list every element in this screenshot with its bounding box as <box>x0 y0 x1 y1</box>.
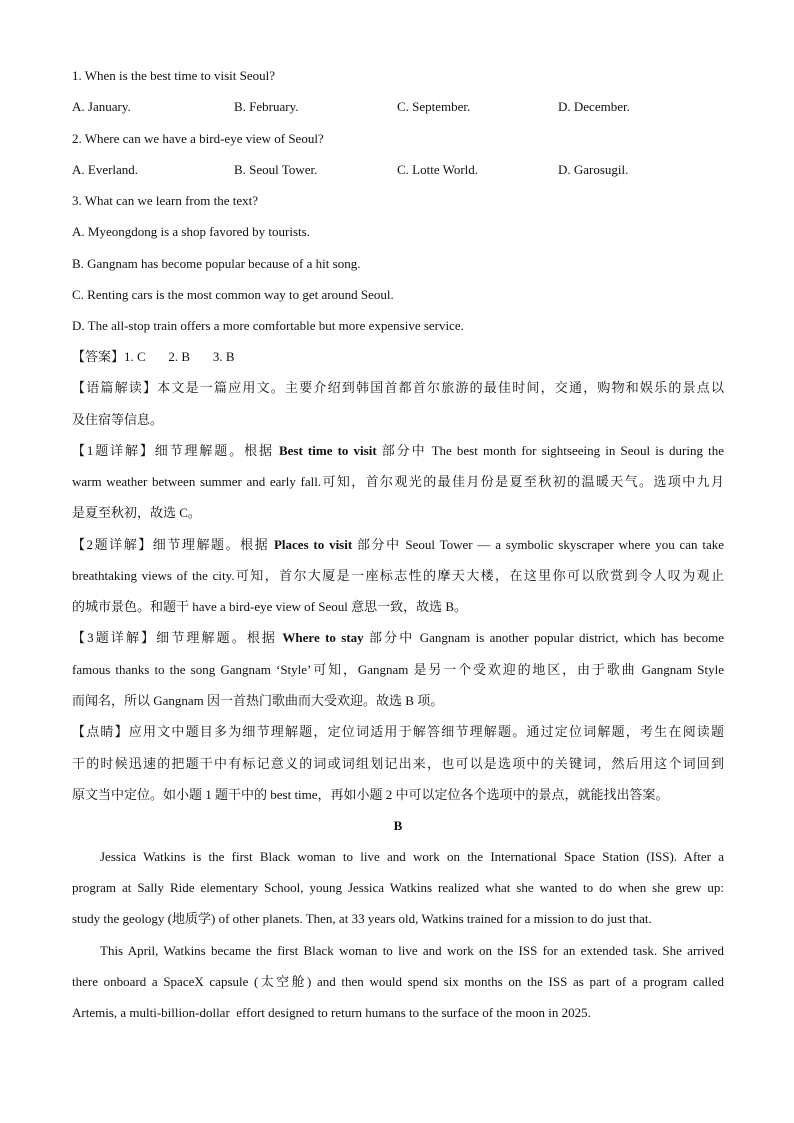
q1-option-a: A. January. <box>72 99 131 114</box>
detail-1-line-3: 是夏至秋初，故选 C。 <box>72 505 201 520</box>
question-2-stem: 2. Where can we have a bird-eye view of Seoul? <box>72 131 324 146</box>
q3-option-b: B. Gangnam has become popular because of a hit song. <box>72 256 361 271</box>
section-b-p1-line-3: study the geology (地质学) of other planets. Then, at 33 years old, Watkins trained for a mission to do just that. <box>72 911 652 926</box>
tip-line-3: 原文当中定位。如小题 1 题干中的 best time，再如小题 2 中可以定位各个选项中的景点，就能找出答案。 <box>72 787 669 802</box>
q3-option-c: C. Renting cars is the most common way to get around Seoul. <box>72 287 394 302</box>
detail-2-keyword: Places to visit <box>273 537 353 552</box>
answer-line: 【答案】1. C 2. B 3. B <box>72 349 235 364</box>
q2-option-d: D. Garosugil. <box>558 162 629 177</box>
tip-line-2: 干的时候迅速的把题干中有标记意义的词或词组划记出来，也可以是选项中的关键词，然后用这个词回到 <box>72 756 724 771</box>
q1-option-d: D. December. <box>558 99 630 114</box>
question-1-stem: 1. When is the best time to visit Seoul? <box>72 68 276 83</box>
detail-1-quote: 部分中 The best month for sightseeing in Seoul is during the <box>376 443 724 458</box>
q2-option-c: C. Lotte World. <box>397 162 479 177</box>
detail-3-line-2: famous thanks to the song Gangnam ‘Style’可知，Gangnam 是另一个受欢迎的地区，由于歌曲 Gangnam Style <box>72 662 724 677</box>
q2-option-a: A. Everland. <box>72 162 139 177</box>
detail-1-prefix: 【1题详解】细节理解题。根据 <box>72 443 279 458</box>
detail-2-prefix: 【2题详解】细节理解题。根据 <box>72 537 274 552</box>
q1-option-b: B. February. <box>234 99 299 114</box>
detail-2-line-2: breathtaking views of the city.可知，首尔大厦是一座标志性的摩天大楼，在这里你可以欣赏到令人叹为观止 <box>72 568 724 583</box>
section-b-p1-line-1: Jessica Watkins is the first Black woman to live and work on the International Space Station (ISS). After a <box>100 849 724 864</box>
detail-3-quote: 部分中 Gangnam is another popular district, which has become <box>363 630 724 645</box>
detail-2-quote: 部分中 Seoul Tower — a symbolic skyscraper where you can take <box>352 537 724 552</box>
detail-3-prefix: 【3题详解】细节理解题。根据 <box>72 630 283 645</box>
detail-1-line-2: warm weather between summer and early fall.可知，首尔观光的最佳月份是夏至秋初的温暖天气。选项中九月 <box>72 474 724 489</box>
q2-option-b: B. Seoul Tower. <box>234 162 318 177</box>
q1-option-c: C. September. <box>397 99 471 114</box>
detail-1-line-1 <box>72 442 724 460</box>
detail-3-line-3: 而闻名，所以 Gangnam 因一首热门歌曲而大受欢迎。故选 B 项。 <box>72 693 444 708</box>
tip-line-1: 【点睛】应用文中题目多为细节理解题，定位词适用于解答细节理解题。通过定位词解题，考生在阅读题 <box>72 724 724 739</box>
q3-option-d: D. The all-stop train offers a more comfortable but more expensive service. <box>72 318 464 333</box>
detail-3-keyword: Where to stay <box>282 630 364 645</box>
section-b-p1-line-2: program at Sally Ride elementary School, young Jessica Watkins realized what she wanted to do when she grew up: <box>72 880 724 895</box>
detail-2-line-3: 的城市景色。和题干 have a bird-eye view of Seoul 意思一致，故选 B。 <box>72 599 468 614</box>
q3-option-a: A. Myeongdong is a shop favored by tourists. <box>72 224 310 239</box>
section-b-heading: B <box>393 818 403 833</box>
passage-summary-line-1: 【语篇解读】本文是一篇应用文。主要介绍到韩国首都首尔旅游的最佳时间，交通，购物和娱乐的景点以 <box>72 380 724 395</box>
detail-1-keyword: Best time to visit <box>278 443 377 458</box>
section-b-p2-line-1: This April, Watkins became the first Black woman to live and work on the ISS for an extended task. She arrived <box>100 943 724 958</box>
detail-2-line-1 <box>72 536 724 554</box>
passage-summary-line-2: 及住宿等信息。 <box>72 412 164 427</box>
section-b-p2-line-3: Artemis, a multi-billion-dollar effort designed to return humans to the surface of the moon in 2025. <box>72 1005 591 1020</box>
detail-3-line-1 <box>72 629 724 647</box>
section-b-p2-line-2: there onboard a SpaceX capsule (太空舱) and then would spend six months on the ISS as part of a program called <box>72 974 724 989</box>
question-3-stem: 3. What can we learn from the text? <box>72 193 259 208</box>
